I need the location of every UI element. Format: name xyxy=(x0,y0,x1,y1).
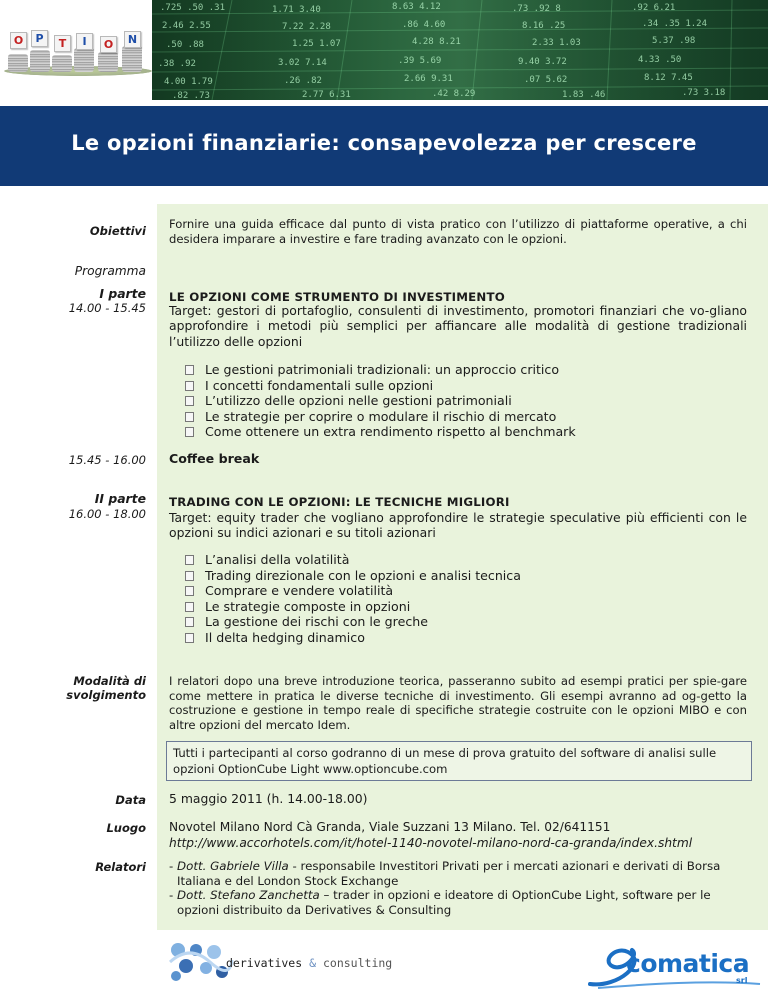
obiettivi-label: Obiettivi xyxy=(89,224,146,238)
coin-stack xyxy=(30,50,50,72)
parte2-heading: TRADING CON LE OPZIONI: LE TECNICHE MIGLIORI xyxy=(169,495,510,509)
list-item xyxy=(185,393,745,409)
title-band xyxy=(0,106,768,186)
list-item xyxy=(185,630,745,646)
svg-text:.82 .73: .82 .73 xyxy=(172,91,210,100)
svg-text:.42 8.29: .42 8.29 xyxy=(432,89,476,99)
svg-text:2.33 1.03: 2.33 1.03 xyxy=(532,38,581,48)
list-item-label: La gestione dei rischi con le greche xyxy=(205,614,428,630)
logo-letter-tile: I xyxy=(76,33,93,50)
parte2-target: Target: equity trader che vogliano approfondire le strategie speculative più efficienti con le opzioni su indici azionari e su titoli azionari xyxy=(169,510,747,541)
derivatives-consulting-wordmark xyxy=(226,956,392,970)
list-item xyxy=(185,583,745,599)
list-item xyxy=(185,568,745,584)
coin-stack xyxy=(52,55,72,72)
list-item-label: Il delta hedging dinamico xyxy=(205,629,365,645)
modalita-text: I relatori dopo una breve introduzione teorica, passeranno subito ad esempi pratici per spie-gare come mettere in pratica le diverse tecniche di investimento. Gli esempi avranno ad og-getto la costruzione e gestione in tempo reale di specifiche strategie costruite con le opzioni MIBO e con altre opzioni del mercato Idem. xyxy=(169,674,747,733)
checkbox-square-icon xyxy=(185,633,194,643)
coffee-break-label: Coffee break xyxy=(169,451,260,466)
svg-text:.34 .35 1.24: .34 .35 1.24 xyxy=(642,19,708,29)
relatore-2-name: Dott. Stefano Zanchetta xyxy=(177,888,320,903)
data-value: 5 maggio 2011 (h. 14.00-18.00) xyxy=(169,791,368,806)
svg-text:8.63 4.12: 8.63 4.12 xyxy=(392,2,441,12)
list-item xyxy=(185,378,745,394)
relatore-2-desc: – trader in opzioni e ideatore di OptionCube Light, software per le opzioni distribuito da Derivatives & Consulting xyxy=(177,888,711,918)
list-item xyxy=(185,409,745,425)
logo-letter-tile: O xyxy=(100,36,117,53)
list-item-label: L’utilizzo delle opzioni nelle gestioni patrimoniali xyxy=(205,393,512,409)
svg-text:5.37 .98: 5.37 .98 xyxy=(652,36,696,46)
checkbox-square-icon xyxy=(185,412,194,422)
list-item xyxy=(185,614,745,630)
wordmark-consulting: consulting xyxy=(322,956,393,970)
svg-text:4.33 .50: 4.33 .50 xyxy=(638,55,682,65)
relatori-list xyxy=(169,859,747,918)
svg-text:.725 .50 .31: .725 .50 .31 xyxy=(160,3,226,13)
data-label: Data xyxy=(115,793,146,807)
svg-text:.07 5.62: .07 5.62 xyxy=(524,75,568,85)
logo-letter-tile: N xyxy=(124,31,141,48)
wordmark-amp: & xyxy=(309,956,317,970)
list-item-label: Le strategie per coprire o modulare il rischio di mercato xyxy=(205,408,557,424)
parte1-topic-list xyxy=(185,362,745,440)
parte2-time: 16.00 - 18.00 xyxy=(68,507,146,521)
svg-text:.38 .92: .38 .92 xyxy=(158,59,196,69)
checkbox-square-icon xyxy=(185,365,194,375)
relatore-1-desc: - responsabile Investitori Privati per i mercati azionari e derivati di Borsa Italiana e del London Stock Exchange xyxy=(177,859,721,888)
relatore-2: - Dott. Stefano Zanchetta – trader in opzioni e ideatore di OptionCube Light, software per le opzioni distribuito da Derivatives & Consulting xyxy=(169,888,711,918)
svg-text:2.66 9.31: 2.66 9.31 xyxy=(404,74,453,84)
checkbox-square-icon xyxy=(185,396,194,406)
svg-text:.26 .82: .26 .82 xyxy=(284,76,322,86)
checkbox-square-icon xyxy=(185,586,194,596)
page-title: Le opzioni finanziarie: consapevolezza per crescere xyxy=(71,131,697,155)
svg-text:4.28 8.21: 4.28 8.21 xyxy=(412,37,461,47)
coin-stack xyxy=(98,52,118,72)
relatore-1: - Dott. Gabriele Villa - responsabile Investitori Privati per i mercati azionari e derivati di Borsa Italiana e del London Stock Exchange xyxy=(169,859,721,888)
relatore-1-name: Dott. Gabriele Villa xyxy=(177,859,289,873)
svg-text:8.12 7.45: 8.12 7.45 xyxy=(644,73,693,83)
checkbox-square-icon xyxy=(185,571,194,581)
svg-text:9.40 3.72: 9.40 3.72 xyxy=(518,57,567,67)
stock-board-photo xyxy=(152,0,768,100)
modalita-label xyxy=(66,674,146,702)
relatori-label: Relatori xyxy=(95,860,146,874)
comatica-srl: srl xyxy=(736,976,748,985)
svg-text:1.25 1.07: 1.25 1.07 xyxy=(292,39,341,49)
checkbox-square-icon xyxy=(185,427,194,437)
software-offer-callout: Tutti i partecipanti al corso godranno di un mese di prova gratuito del software di analisi sulle opzioni OptionCube Light www.optioncube.com xyxy=(166,741,752,781)
svg-text:.73 .92 8: .73 .92 8 xyxy=(512,4,561,14)
modalita-label-line1: Modalità di xyxy=(73,674,146,688)
parte1-time: 14.00 - 15.45 xyxy=(68,301,146,315)
list-item xyxy=(185,362,745,378)
coin-stack xyxy=(122,46,142,72)
svg-text:2.77 6.31: 2.77 6.31 xyxy=(302,90,351,100)
break-time: 15.45 - 16.00 xyxy=(68,453,146,467)
svg-text:2.46 2.55: 2.46 2.55 xyxy=(162,21,211,31)
logo-letter-tile: P xyxy=(31,30,48,47)
checkbox-square-icon xyxy=(185,617,194,627)
svg-text:8.16 .25: 8.16 .25 xyxy=(522,21,566,31)
list-item-label: L’analisi della volatilità xyxy=(205,552,350,567)
list-item-label: Le strategie composte in opzioni xyxy=(205,598,411,614)
logo-letter-tile: O xyxy=(10,32,27,49)
option-coins-logo xyxy=(4,30,152,76)
parte2-topic-list xyxy=(185,552,745,646)
parte2-label: II parte xyxy=(94,491,146,506)
svg-text:.92 6.21: .92 6.21 xyxy=(632,3,676,13)
programma-label: Programma xyxy=(74,264,146,278)
parte1-heading: LE OPZIONI COME STRUMENTO DI INVESTIMENTO xyxy=(169,290,505,304)
list-item-label: Come ottenere un extra rendimento rispetto al benchmark xyxy=(205,424,576,440)
list-item-label: Comprare e vendere volatilità xyxy=(205,583,394,599)
modalita-label-line2: svolgimento xyxy=(66,688,146,702)
luogo-address: Novotel Milano Nord Cà Granda, Viale Suzzani 13 Milano. Tel. 02/641151 xyxy=(169,820,611,834)
checkbox-square-icon xyxy=(185,602,194,612)
svg-text:.73 3.18: .73 3.18 xyxy=(682,88,726,98)
luogo-label: Luogo xyxy=(106,821,146,835)
parte1-target: Target: gestori di portafoglio, consulenti di investimento, promotori finanziari che vo-gliano approfondire i metodi più semplici per affiancare alle modalità di gestione tradizionali l’utilizzo delle opzioni xyxy=(169,303,747,349)
svg-text:3.02 7.14: 3.02 7.14 xyxy=(278,58,327,68)
obiettivi-text: Fornire una guida efficace dal punto di vista pratico con l’utilizzo di piattaforme operative, a chi desidera imparare a investire e fare trading avanzato con le opzioni. xyxy=(169,217,747,246)
logo-letter-tile: T xyxy=(54,35,71,52)
hotel-link[interactable]: http://www.accorhotels.com/it/hotel-1140-novotel-milano-nord-ca-granda/index.shtml xyxy=(169,835,693,850)
svg-text:.50 .88: .50 .88 xyxy=(166,40,204,50)
list-item xyxy=(185,552,745,568)
list-item-label: Le gestioni patrimoniali tradizionali: un approccio critico xyxy=(205,362,560,377)
list-item-label: I concetti fondamentali sulle opzioni xyxy=(205,377,434,393)
svg-text:1.83 .46: 1.83 .46 xyxy=(562,90,606,100)
svg-text:7.22 2.28: 7.22 2.28 xyxy=(282,22,331,32)
checkbox-square-icon xyxy=(185,555,194,565)
list-item-label: Trading direzionale con le opzioni e analisi tecnica xyxy=(205,567,521,583)
coin-stack xyxy=(74,48,94,72)
comatica-wordmark: comatica xyxy=(626,949,750,978)
svg-text:.86 4.60: .86 4.60 xyxy=(402,20,446,30)
list-item xyxy=(185,599,745,615)
svg-text:.39 5.69: .39 5.69 xyxy=(398,56,442,66)
svg-text:1.71 3.40: 1.71 3.40 xyxy=(272,5,321,15)
coin-stack xyxy=(8,54,28,72)
checkbox-square-icon xyxy=(185,381,194,391)
wordmark-derivatives: derivatives xyxy=(226,956,303,970)
parte1-label: I parte xyxy=(99,286,146,301)
svg-text:4.00 1.79: 4.00 1.79 xyxy=(164,77,213,87)
list-item xyxy=(185,424,745,440)
luogo-text xyxy=(169,820,747,851)
